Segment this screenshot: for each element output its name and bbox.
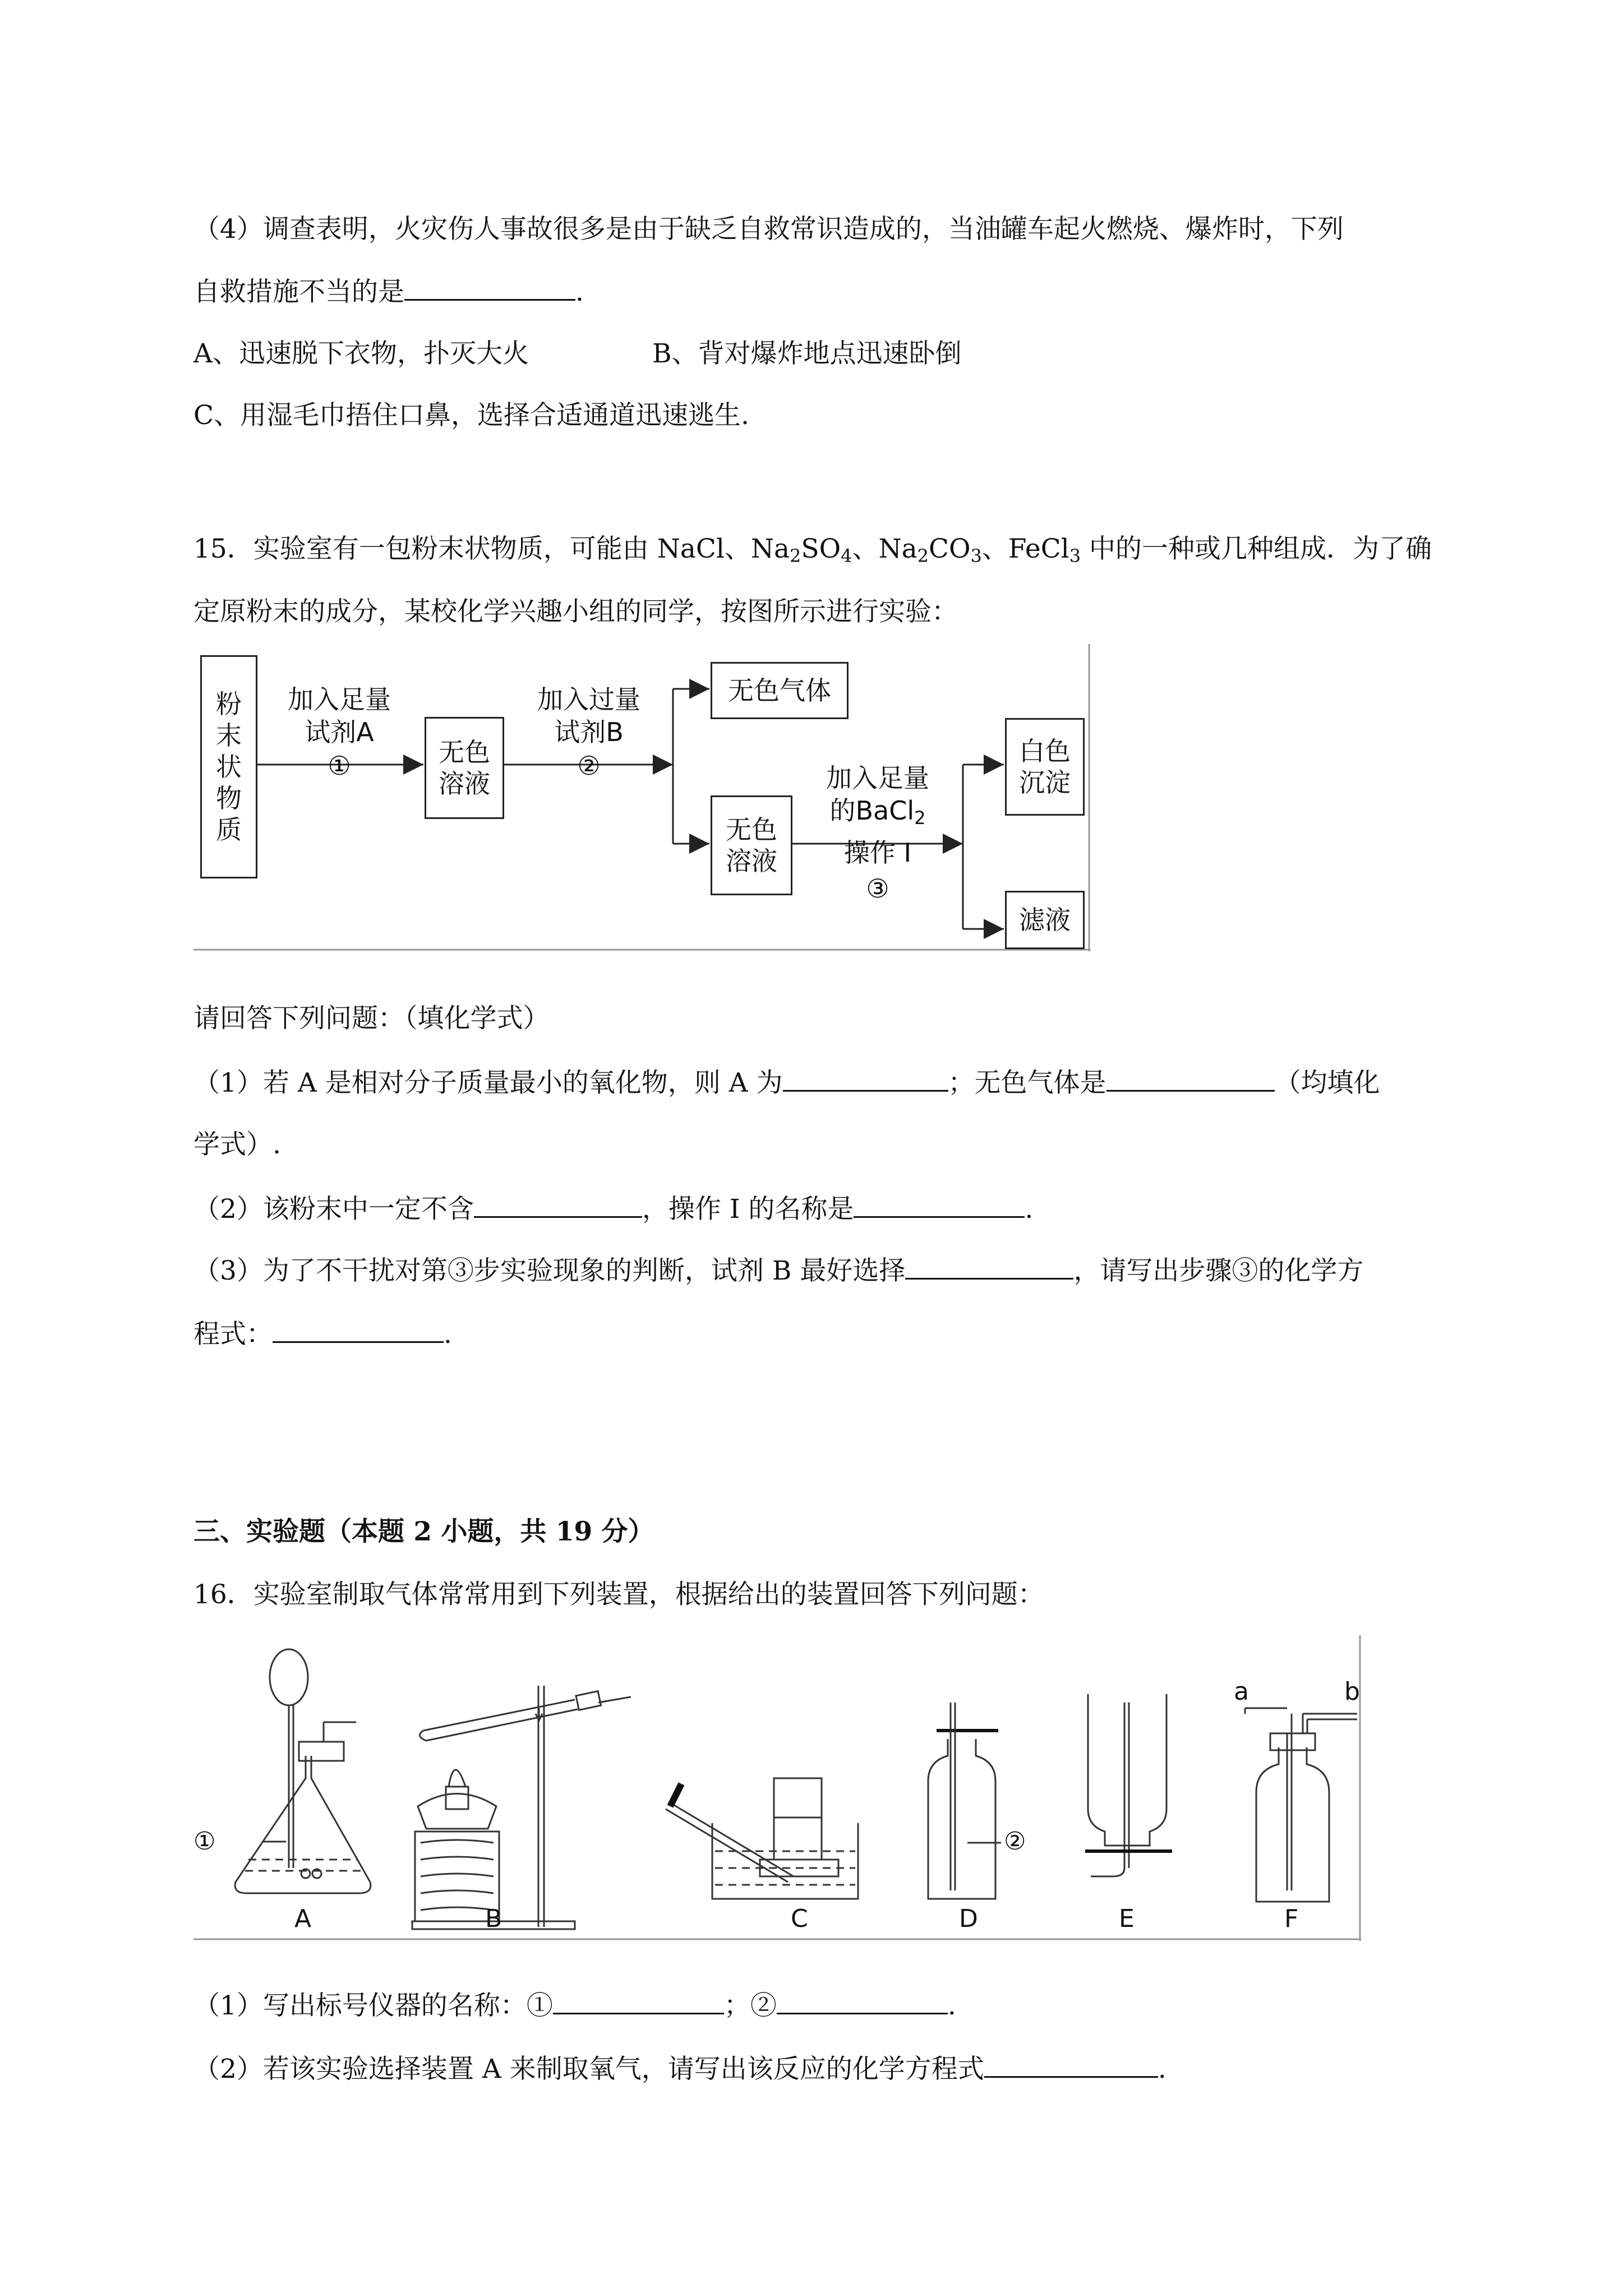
q14-4-line2-text: 自救措施不当的是 — [193, 277, 404, 307]
answer-blank[interactable] — [404, 277, 575, 301]
q15-text-b: SO — [801, 533, 841, 564]
q15-p1-text-b: ；无色气体是 — [948, 1068, 1106, 1098]
flow-label-add-bacl2-1: 加入足量 — [826, 763, 929, 793]
flow-label-add-b-2: 试剂B — [554, 717, 624, 747]
flow-label-add-bacl2-2 — [796, 794, 959, 834]
q15-text-d: CO — [929, 533, 971, 564]
q15-part3-line1 — [193, 1254, 1363, 1289]
q15-p1-text-c: （均填化 — [1274, 1068, 1380, 1098]
answer-blank[interactable] — [777, 1990, 948, 2014]
apparatus-figure — [193, 1635, 1363, 1941]
q15-part2 — [193, 1192, 1033, 1227]
q14-4-line2 — [193, 275, 584, 310]
q14-4-option-a: A、迅速脱下衣物，扑灭大火 — [193, 338, 529, 369]
q15-part1-line2: 学式）. — [193, 1129, 281, 1160]
flow-box-colorless-gas: 无色气体 — [711, 662, 849, 719]
q14-4-line1: （4）调查表明，火灾伤人事故很多是由于缺乏自救常识造成的，当油罐车起火燃烧、爆炸时，下列 — [193, 214, 1344, 245]
q16-intro: 16．实验室制取气体常常用到下列装置，根据给出的装置回答下列问题： — [193, 1579, 1044, 1610]
flow-box-filtrate: 滤液 — [1005, 891, 1085, 949]
q15-intro-line2: 定原粉末的成分，某校化学兴趣小组的同学，按图所示进行实验： — [193, 596, 958, 627]
apparatus-label-b: B — [485, 1904, 502, 1933]
answer-blank[interactable] — [474, 1194, 642, 1218]
subscript: 3 — [1069, 545, 1081, 567]
q15-p3-text-b: ，请写出步骤③的化学方 — [1073, 1255, 1364, 1286]
flow-box-powder: 粉 末 状 物 质 — [200, 655, 257, 878]
experiment-flowchart — [193, 644, 1092, 951]
q14-4-line2-end: . — [575, 277, 584, 307]
apparatus-label-f: F — [1284, 1904, 1299, 1933]
section-title: 三、实验题（本题 2 小题，共 19 分） — [193, 1516, 654, 1547]
q16-p1-text-b: ；② — [723, 1990, 777, 2021]
flow-label-add-a-2: 试剂A — [305, 717, 374, 747]
apparatus-label-e: E — [1119, 1904, 1135, 1933]
answer-blank[interactable] — [1106, 1068, 1275, 1092]
flow-box-white-precipitate: 白色 沉淀 — [1005, 718, 1085, 816]
q14-4-option-b: B、背对爆炸地点迅速卧倒 — [652, 338, 962, 369]
flow-bacl-text: 的BaCl — [829, 795, 915, 826]
q15-intro-line1 — [193, 532, 1432, 573]
q15-prompt: 请回答下列问题：（填化学式） — [193, 1003, 550, 1034]
apparatus-label-c: C — [791, 1904, 808, 1933]
q15-part3-line2 — [193, 1317, 452, 1352]
apparatus-port-a: a — [1234, 1677, 1249, 1706]
flow-box-colorless-solution-1: 无色 溶液 — [425, 717, 504, 819]
flow-label-step3: ③ — [866, 873, 889, 904]
flow-label-step1: ① — [328, 751, 351, 781]
apparatus-mark-1: ① — [193, 1827, 216, 1856]
apparatus-label-d: D — [959, 1904, 978, 1933]
q16-p1-text-a: （1）写出标号仪器的名称：① — [193, 1990, 553, 2021]
q15-text-a: 15．实验室有一包粉末状物质，可能由 NaCl、Na — [193, 533, 790, 564]
answer-blank[interactable] — [984, 2054, 1158, 2078]
apparatus-mark-2: ② — [1004, 1827, 1026, 1856]
answer-blank[interactable] — [553, 1990, 724, 2014]
apparatus-port-b: b — [1344, 1677, 1360, 1706]
subscript: 2 — [790, 545, 801, 567]
subscript: 2 — [917, 545, 929, 567]
subscript: 3 — [970, 545, 982, 567]
q15-text-e: 、FeCl — [981, 533, 1069, 564]
q15-p3-text-c: 程式： — [193, 1319, 273, 1350]
q15-p3-text-a: （3）为了不干扰对第③步实验现象的判断，试剂 B 最好选择 — [193, 1255, 906, 1286]
q16-p1-text-c: . — [947, 1990, 956, 2021]
flow-box-colorless-solution-2: 无色 溶液 — [711, 795, 792, 895]
q15-part1-line1 — [193, 1066, 1380, 1101]
q16-p2-text-a: （2）若该实验选择装置 A 来制取氧气，请写出该反应的化学方程式 — [193, 2054, 984, 2085]
q15-p1-text-a: （1）若 A 是相对分子质量最小的氧化物，则 A 为 — [193, 1068, 783, 1098]
answer-blank[interactable] — [854, 1194, 1025, 1218]
subscript: 4 — [841, 545, 852, 567]
answer-blank[interactable] — [905, 1255, 1073, 1280]
q14-4-option-c: C、用湿毛巾捂住口鼻，选择合适通道迅速逃生. — [193, 400, 749, 431]
q15-p3-text-d: . — [444, 1319, 452, 1350]
q16-part1 — [193, 1989, 956, 2023]
flow-label-add-a — [261, 683, 418, 782]
q16-p2-text-b: . — [1158, 2054, 1166, 2085]
flow-label-add-b-1: 加入过量 — [537, 684, 640, 715]
apparatus-label-a: A — [294, 1904, 312, 1933]
flow-label-add-a-1: 加入足量 — [288, 684, 391, 715]
subscript: 2 — [914, 807, 926, 829]
flow-label-add-bacl2 — [796, 762, 959, 905]
answer-blank[interactable] — [273, 1319, 444, 1343]
q15-text-c: 、Na — [852, 533, 917, 564]
apparatus-drawing — [193, 1635, 1363, 1941]
q15-p2-text-c: . — [1025, 1194, 1034, 1225]
q16-part2 — [193, 2052, 1166, 2087]
q15-p2-text-b: ，操作 I 的名称是 — [642, 1194, 854, 1225]
flow-label-op1: 操作 I — [843, 838, 912, 868]
q15-p2-text-a: （2）该粉末中一定不含 — [193, 1194, 474, 1225]
answer-blank[interactable] — [783, 1068, 948, 1092]
flow-label-add-b — [510, 683, 667, 782]
flow-label-step2: ② — [577, 751, 601, 781]
q15-text-f: 中的一种或几种组成．为了确 — [1081, 533, 1432, 564]
